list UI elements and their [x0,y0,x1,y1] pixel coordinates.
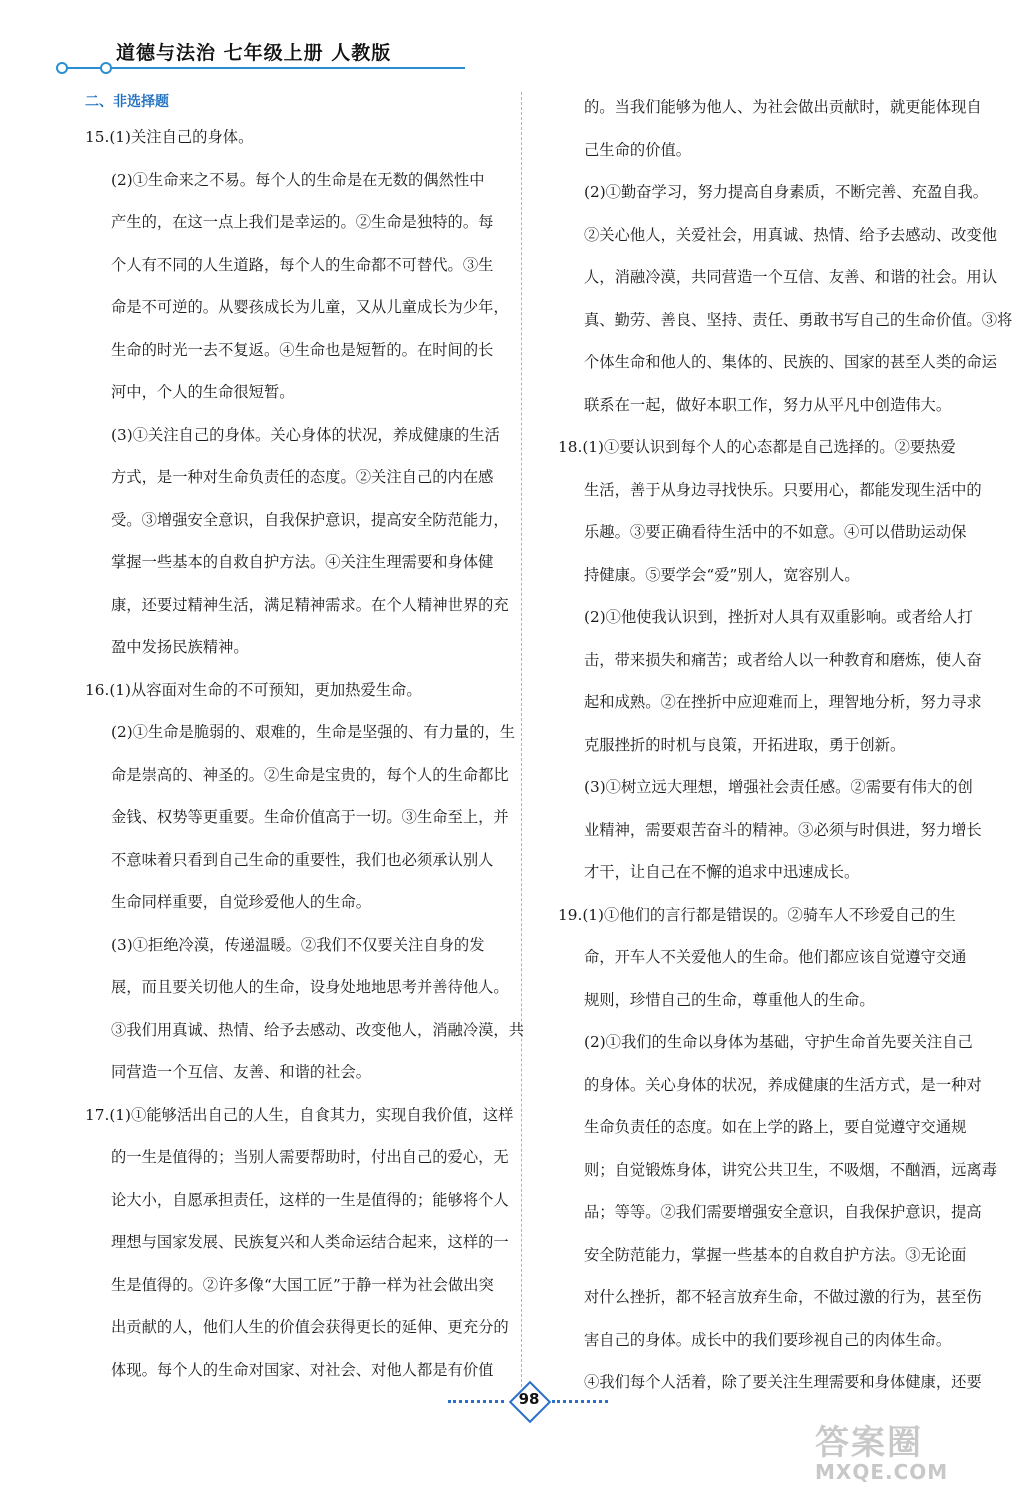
text-line: ④我们每个人活着，除了要关注生理需要和身体健康，还要 [584,1373,982,1391]
text-line: 才干，让自己在不懈的追求中迅速成长。 [584,863,860,881]
text-line: 命是不可逆的。从婴孩成长为儿童，又从儿童成长为少年， [111,298,509,316]
text-line: 个体生命和他人的、集体的、民族的、国家的甚至人类的命运 [584,353,998,371]
text-line: 业精神，需要艰苦奋斗的精神。③必须与时俱进，努力增长 [584,820,982,839]
text-line: (2)①生命是脆弱的、艰难的，生命是坚强的、有力量的，生 [111,723,516,741]
text-line: 18.(1)①要认识到每个人的心态都是自己选择的。②要热爱 [558,438,956,456]
left-column [85,88,525,1391]
text-line: 同营造一个互信、友善、和谐的社会。 [111,1063,372,1081]
text-line: 15.(1)关注自己的身体。 [85,128,254,146]
watermark [815,1415,985,1485]
text-line: 安全防范能力，掌握一些基本的自救自护方法。③无论面 [584,1245,967,1264]
header-rule [60,67,465,69]
text-line: 生命的时光一去不复返。④生命也是短暂的。在时间的长 [111,340,494,359]
page-header [60,38,470,78]
text-line: 理想与国家发展、民族复兴和人类命运结合起来，这样的一 [111,1233,509,1251]
right-answer-text [558,86,1012,1404]
text-line: 生是值得的。②许多像“大国工匠”于静一样为社会做出突 [111,1275,494,1294]
text-line: (2)①勤奋学习，努力提高自身素质，不断完善、充盈自我。 [584,183,989,201]
text-line: 持健康。⑤要学会“爱”别人，宽容别人。 [584,565,860,584]
text-line: 己生命的价值。 [584,140,692,159]
text-line: 论大小，自愿承担责任，这样的一生是值得的；能够将个人 [111,1190,509,1209]
header-ring-ornament [56,62,68,74]
footer-dots-left [448,1400,504,1403]
text-line: (3)①拒绝冷漠，传递温暖。②我们不仅要关注自身的发 [111,935,485,954]
text-line: 19.(1)①他们的言行都是错误的。②骑车人不珍爱自己的生 [558,905,956,924]
text-line: 出贡献的人，他们人生的价值会获得更长的延伸、更充分的 [111,1318,509,1336]
text-line: 联系在一起，做好本职工作，努力从平凡中创造伟大。 [584,395,952,414]
text-line: 康，还要过精神生活，满足精神需求。在个人精神世界的充 [111,595,509,614]
text-line: 盈中发扬民族精神。 [111,638,249,656]
text-line: 对什么挫折，都不轻言放弃生命，不做过激的行为，甚至伤 [584,1288,982,1306]
text-line: 展，而且要关切他人的生命，设身处地地思考并善待他人。 [111,978,509,996]
text-line: 害自己的身体。成长中的我们要珍视自己的肉体生命。 [584,1330,952,1349]
text-line: 17.(1)①能够活出自己的人生，自食其力，实现自我价值，这样 [85,1105,514,1124]
right-column [558,86,1012,1404]
text-line: (2)①他使我认识到，挫折对人具有双重影响。或者给人打 [584,608,973,626]
text-line: 击，带来损失和痛苦；或者给人以一种教育和磨炼，使人奋 [584,650,982,669]
watermark-url: MXQE.COM [815,1460,949,1484]
text-line: 不意味着只看到自己生命的重要性，我们也必须承认别人 [111,850,494,869]
column-divider [521,92,522,1387]
text-line: 河中，个人的生命很短暂。 [111,383,295,401]
text-line: ②关心他人，关爱社会，用真诚、热情、给予去感动、改变他 [584,225,998,244]
page-footer [448,1380,608,1424]
footer-dots-right [552,1400,608,1403]
text-line: 生活，善于从身边寻找快乐。只要用心，都能发现生活中的 [584,480,982,499]
text-line: 个人有不同的人生道路，每个人的生命都不可替代。③生 [111,255,494,274]
text-line: 的身体。关心身体的状况，养成健康的生活方式，是一种对 [584,1075,982,1094]
text-line: 命是崇高的、神圣的。②生命是宝贵的，每个人的生命都比 [111,765,509,784]
text-line: 产生的，在这一点上我们是幸运的。②生命是独特的。每 [111,213,494,231]
text-line: 起和成熟。②在挫折中应迎难而上，理智地分析，努力寻求 [584,693,982,711]
left-answer-text [85,116,525,1391]
text-line: 的。当我们能够为他人、为社会做出贡献时，就更能体现自 [584,98,982,116]
text-line: 克服挫折的时机与良策，开拓进取，勇于创新。 [584,735,906,754]
text-line: ③我们用真诚、热情、给予去感动、改变他人，消融冷漠，共 [111,1020,525,1039]
text-line: 金钱、权势等更重要。生命价值高于一切。③生命至上，并 [111,808,509,826]
text-line: 方式，是一种对生命负责任的态度。②关注自己的内在感 [111,468,494,486]
text-line: 真、勤劳、善良、坚持、责任、勇敢书写自己的生命价值。③将 [584,310,1012,329]
text-line: 命，开车人不关爱他人的生命。他们都应该自觉遵守交通 [584,948,967,966]
text-line: 规则，珍惜自己的生命，尊重他人的生命。 [584,990,875,1009]
text-line: 人，消融冷漠，共同营造一个互信、友善、和谐的社会。用认 [584,268,998,286]
text-line: 乐趣。③要正确看待生活中的不如意。④可以借助运动保 [584,523,967,541]
text-line: 16.(1)从容面对生命的不可预知，更加热爱生命。 [85,680,422,699]
text-line: 生命负责任的态度。如在上学的路上，要自觉遵守交通规 [584,1118,967,1136]
text-line: 则；自觉锻炼身体，讲究公共卫生，不吸烟，不酗酒，远离毒 [584,1160,998,1179]
text-line: (2)①生命来之不易。每个人的生命是在无数的偶然性中 [111,170,485,189]
watermark-logo-text: 答案圈 [815,1423,923,1463]
section-title: 二、非选择题 [85,94,169,110]
text-line: 的一生是值得的；当别人需要帮助时，付出自己的爱心，无 [111,1148,509,1166]
text-line: (2)①我们的生命以身体为基础，守护生命首先要关注自己 [584,1033,973,1051]
text-line: 掌握一些基本的自救自护方法。④关注生理需要和身体健 [111,553,494,571]
text-line: 受。③增强安全意识，自我保护意识，提高安全防范能力， [111,510,509,529]
text-line: 生命同样重要，自觉珍爱他人的生命。 [111,893,372,911]
header-ring-ornament [100,62,112,74]
text-line: 品；等等。②我们需要增强安全意识，自我保护意识，提高 [584,1203,982,1221]
page-number: 98 [518,1390,540,1408]
text-line: 体现。每个人的生命对国家、对社会、对他人都是有价值 [111,1360,494,1379]
text-line: (3)①树立远大理想，增强社会责任感。②需要有伟大的创 [584,778,973,796]
text-line: (3)①关注自己的身体。关心身体的状况，养成健康的生活 [111,425,500,444]
book-title: 道德与法治 七年级上册 人教版 [116,42,392,64]
page-number-badge [510,1382,548,1420]
